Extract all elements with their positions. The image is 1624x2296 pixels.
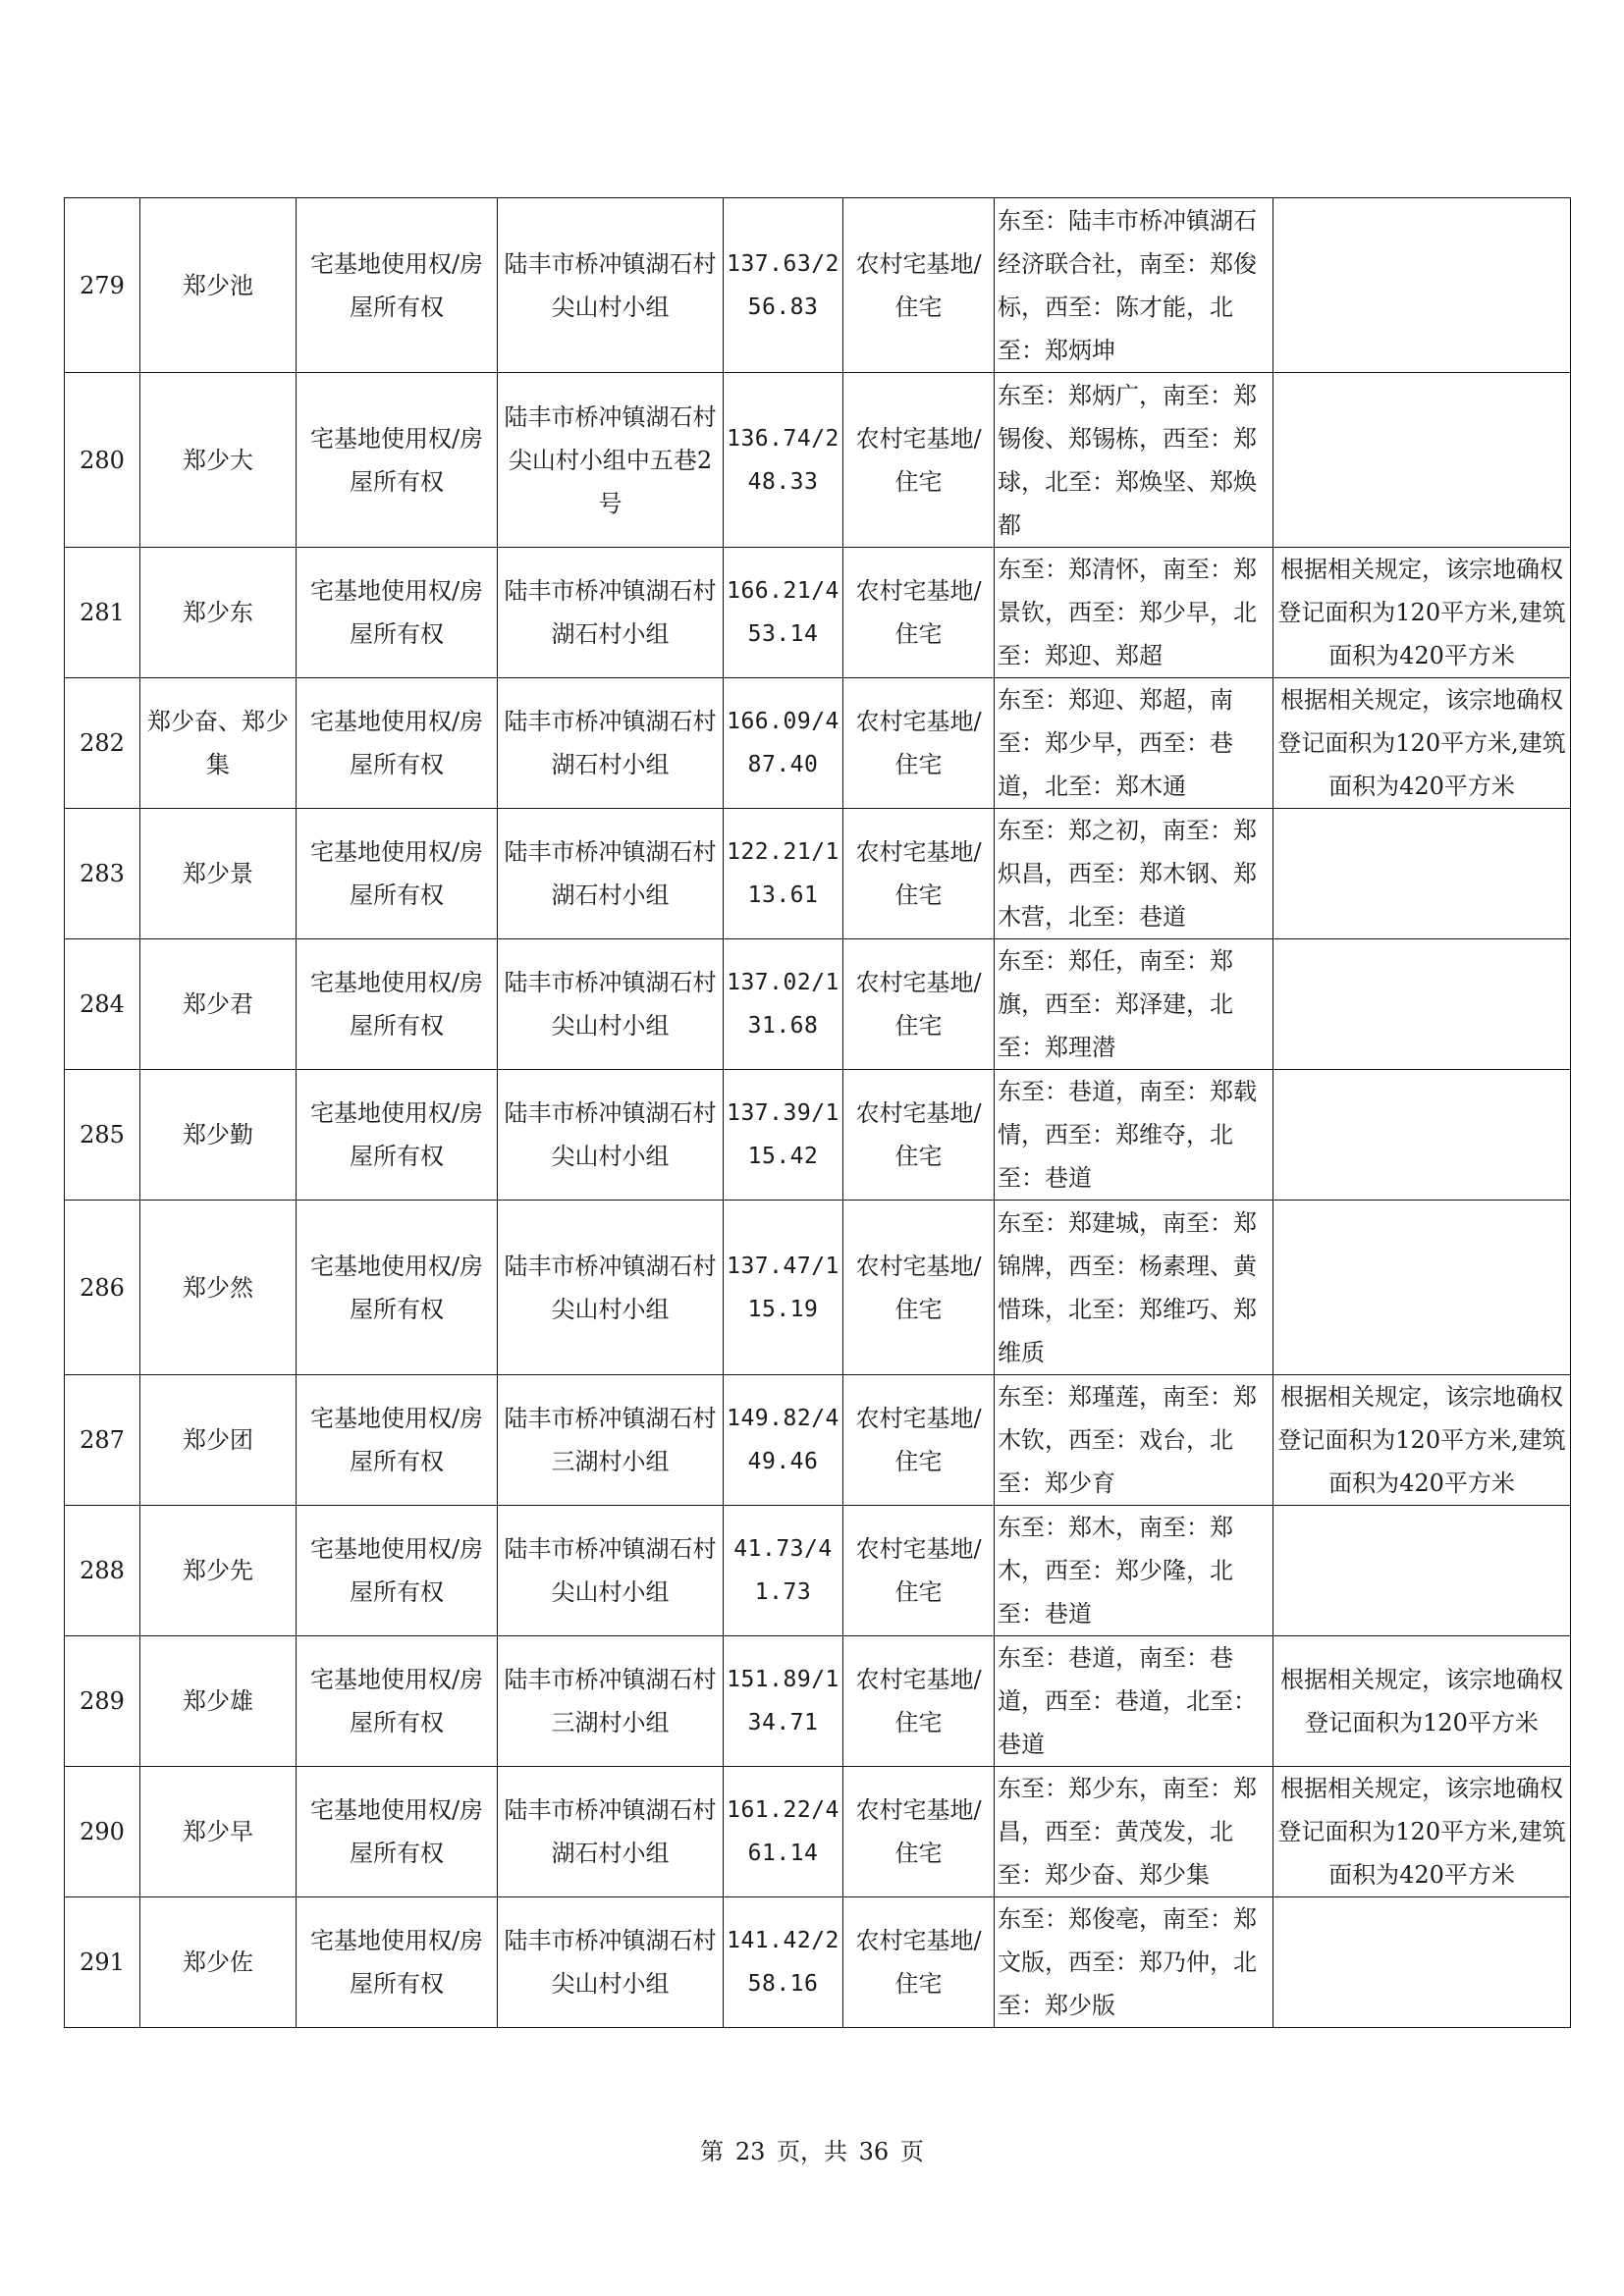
boundary-description-cell: 东至：巷道，南至：巷道，西至：巷道，北至：巷道	[995, 1636, 1273, 1767]
right-type-cell: 宅基地使用权/房屋所有权	[297, 678, 498, 809]
table-row	[65, 1636, 1571, 1767]
right-type-cell: 宅基地使用权/房屋所有权	[297, 373, 498, 548]
area-value-cell: 149.82/449.46	[724, 1375, 843, 1506]
table-body	[65, 198, 1571, 2028]
owner-name-cell: 郑少先	[140, 1506, 297, 1636]
record-number-cell: 287	[65, 1375, 140, 1506]
footer-prefix: 第	[700, 2138, 725, 2165]
owner-name-cell: 郑少君	[140, 939, 297, 1070]
boundary-description-cell: 东至：巷道，南至：郑载情，西至：郑维夺，北至：巷道	[995, 1070, 1273, 1201]
area-value-cell: 166.09/487.40	[724, 678, 843, 809]
location-cell: 陆丰市桥冲镇湖石村湖石村小组	[498, 1767, 724, 1897]
footer-page-number: 23	[734, 2138, 766, 2165]
record-number-cell: 281	[65, 548, 140, 678]
owner-name-cell: 郑少大	[140, 373, 297, 548]
owner-name-cell: 郑少东	[140, 548, 297, 678]
right-type-cell: 宅基地使用权/房屋所有权	[297, 809, 498, 939]
location-cell: 陆丰市桥冲镇湖石村尖山村小组	[498, 939, 724, 1070]
area-value-cell: 137.39/115.42	[724, 1070, 843, 1201]
page-footer	[0, 2132, 1624, 2171]
land-usage-cell: 农村宅基地/住宅	[843, 1636, 995, 1767]
table-row	[65, 373, 1571, 548]
location-cell: 陆丰市桥冲镇湖石村湖石村小组	[498, 809, 724, 939]
record-number-cell: 283	[65, 809, 140, 939]
location-cell: 陆丰市桥冲镇湖石村湖石村小组	[498, 548, 724, 678]
right-type-cell: 宅基地使用权/房屋所有权	[297, 1070, 498, 1201]
boundary-description-cell: 东至：郑俊亳，南至：郑文版，西至：郑乃仲，北至：郑少版	[995, 1897, 1273, 2028]
boundary-description-cell: 东至：郑建城，南至：郑锦牌，西至：杨素理、黄惜珠，北至：郑维巧、郑维质	[995, 1201, 1273, 1375]
footer-suffix: 页	[899, 2138, 924, 2165]
location-cell: 陆丰市桥冲镇湖石村尖山村小组	[498, 1201, 724, 1375]
footer-middle: 页，共	[777, 2138, 847, 2165]
area-value-cell: 122.21/113.61	[724, 809, 843, 939]
boundary-description-cell: 东至：郑少东，南至：郑昌，西至：黄茂发，北至：郑少奋、郑少集	[995, 1767, 1273, 1897]
remark-cell: 根据相关规定，该宗地确权登记面积为120平方米,建筑面积为420平方米	[1273, 1375, 1571, 1506]
land-usage-cell: 农村宅基地/住宅	[843, 1201, 995, 1375]
boundary-description-cell: 东至：郑清怀，南至：郑景钦，西至：郑少早，北至：郑迎、郑超	[995, 548, 1273, 678]
land-usage-cell: 农村宅基地/住宅	[843, 373, 995, 548]
record-number-cell: 289	[65, 1636, 140, 1767]
record-number-cell: 285	[65, 1070, 140, 1201]
owner-name-cell: 郑少佐	[140, 1897, 297, 2028]
land-usage-cell: 农村宅基地/住宅	[843, 939, 995, 1070]
boundary-description-cell: 东至：陆丰市桥冲镇湖石经济联合社，南至：郑俊标，西至：陈才能，北至：郑炳坤	[995, 198, 1273, 373]
table-row	[65, 198, 1571, 373]
record-number-cell: 280	[65, 373, 140, 548]
record-number-cell: 290	[65, 1767, 140, 1897]
location-cell: 陆丰市桥冲镇湖石村尖山村小组	[498, 1897, 724, 2028]
record-number-cell: 286	[65, 1201, 140, 1375]
land-usage-cell: 农村宅基地/住宅	[843, 548, 995, 678]
owner-name-cell: 郑少奋、郑少集	[140, 678, 297, 809]
land-usage-cell: 农村宅基地/住宅	[843, 1506, 995, 1636]
remark-cell: 根据相关规定，该宗地确权登记面积为120平方米,建筑面积为420平方米	[1273, 548, 1571, 678]
area-value-cell: 137.47/115.19	[724, 1201, 843, 1375]
table-row	[65, 1767, 1571, 1897]
land-usage-cell: 农村宅基地/住宅	[843, 198, 995, 373]
remark-cell: 根据相关规定，该宗地确权登记面积为120平方米	[1273, 1636, 1571, 1767]
owner-name-cell: 郑少池	[140, 198, 297, 373]
footer-total-pages: 36	[858, 2138, 890, 2165]
right-type-cell: 宅基地使用权/房屋所有权	[297, 1767, 498, 1897]
area-value-cell: 137.63/256.83	[724, 198, 843, 373]
table-row	[65, 1897, 1571, 2028]
registry-table	[64, 197, 1571, 2028]
table-row	[65, 548, 1571, 678]
record-number-cell: 282	[65, 678, 140, 809]
remark-cell	[1273, 809, 1571, 939]
location-cell: 陆丰市桥冲镇湖石村三湖村小组	[498, 1375, 724, 1506]
table-row	[65, 1070, 1571, 1201]
table-row	[65, 678, 1571, 809]
location-cell: 陆丰市桥冲镇湖石村三湖村小组	[498, 1636, 724, 1767]
boundary-description-cell: 东至：郑炳广，南至：郑锡俊、郑锡栋，西至：郑球，北至：郑焕坚、郑焕都	[995, 373, 1273, 548]
boundary-description-cell: 东至：郑迎、郑超，南至：郑少早，西至：巷道，北至：郑木通	[995, 678, 1273, 809]
table-row	[65, 1201, 1571, 1375]
area-value-cell: 166.21/453.14	[724, 548, 843, 678]
boundary-description-cell: 东至：郑任，南至：郑旗，西至：郑泽建，北至：郑理潜	[995, 939, 1273, 1070]
owner-name-cell: 郑少雄	[140, 1636, 297, 1767]
record-number-cell: 284	[65, 939, 140, 1070]
right-type-cell: 宅基地使用权/房屋所有权	[297, 548, 498, 678]
right-type-cell: 宅基地使用权/房屋所有权	[297, 1506, 498, 1636]
owner-name-cell: 郑少团	[140, 1375, 297, 1506]
remark-cell	[1273, 1070, 1571, 1201]
remark-cell	[1273, 1201, 1571, 1375]
area-value-cell: 141.42/258.16	[724, 1897, 843, 2028]
table-row	[65, 809, 1571, 939]
location-cell: 陆丰市桥冲镇湖石村湖石村小组	[498, 678, 724, 809]
remark-cell	[1273, 373, 1571, 548]
area-value-cell: 41.73/41.73	[724, 1506, 843, 1636]
owner-name-cell: 郑少景	[140, 809, 297, 939]
land-usage-cell: 农村宅基地/住宅	[843, 1897, 995, 2028]
remark-cell	[1273, 198, 1571, 373]
right-type-cell: 宅基地使用权/房屋所有权	[297, 939, 498, 1070]
land-usage-cell: 农村宅基地/住宅	[843, 1070, 995, 1201]
boundary-description-cell: 东至：郑瑾莲，南至：郑木钦，西至：戏台，北至：郑少育	[995, 1375, 1273, 1506]
right-type-cell: 宅基地使用权/房屋所有权	[297, 1375, 498, 1506]
remark-cell	[1273, 939, 1571, 1070]
area-value-cell: 161.22/461.14	[724, 1767, 843, 1897]
record-number-cell: 288	[65, 1506, 140, 1636]
owner-name-cell: 郑少勤	[140, 1070, 297, 1201]
table-row	[65, 1506, 1571, 1636]
owner-name-cell: 郑少然	[140, 1201, 297, 1375]
remark-cell	[1273, 1897, 1571, 2028]
area-value-cell: 151.89/134.71	[724, 1636, 843, 1767]
owner-name-cell: 郑少早	[140, 1767, 297, 1897]
land-usage-cell: 农村宅基地/住宅	[843, 809, 995, 939]
area-value-cell: 136.74/248.33	[724, 373, 843, 548]
boundary-description-cell: 东至：郑木，南至：郑木，西至：郑少隆，北至：巷道	[995, 1506, 1273, 1636]
land-usage-cell: 农村宅基地/住宅	[843, 678, 995, 809]
record-number-cell: 279	[65, 198, 140, 373]
right-type-cell: 宅基地使用权/房屋所有权	[297, 1636, 498, 1767]
right-type-cell: 宅基地使用权/房屋所有权	[297, 198, 498, 373]
table-row	[65, 1375, 1571, 1506]
right-type-cell: 宅基地使用权/房屋所有权	[297, 1201, 498, 1375]
remark-cell: 根据相关规定，该宗地确权登记面积为120平方米,建筑面积为420平方米	[1273, 1767, 1571, 1897]
boundary-description-cell: 东至：郑之初，南至：郑炽昌，西至：郑木钢、郑木营，北至：巷道	[995, 809, 1273, 939]
land-usage-cell: 农村宅基地/住宅	[843, 1767, 995, 1897]
table-row	[65, 939, 1571, 1070]
location-cell: 陆丰市桥冲镇湖石村尖山村小组中五巷2号	[498, 373, 724, 548]
location-cell: 陆丰市桥冲镇湖石村尖山村小组	[498, 1070, 724, 1201]
location-cell: 陆丰市桥冲镇湖石村尖山村小组	[498, 198, 724, 373]
location-cell: 陆丰市桥冲镇湖石村尖山村小组	[498, 1506, 724, 1636]
right-type-cell: 宅基地使用权/房屋所有权	[297, 1897, 498, 2028]
remark-cell	[1273, 1506, 1571, 1636]
remark-cell: 根据相关规定，该宗地确权登记面积为120平方米,建筑面积为420平方米	[1273, 678, 1571, 809]
land-usage-cell: 农村宅基地/住宅	[843, 1375, 995, 1506]
area-value-cell: 137.02/131.68	[724, 939, 843, 1070]
record-number-cell: 291	[65, 1897, 140, 2028]
